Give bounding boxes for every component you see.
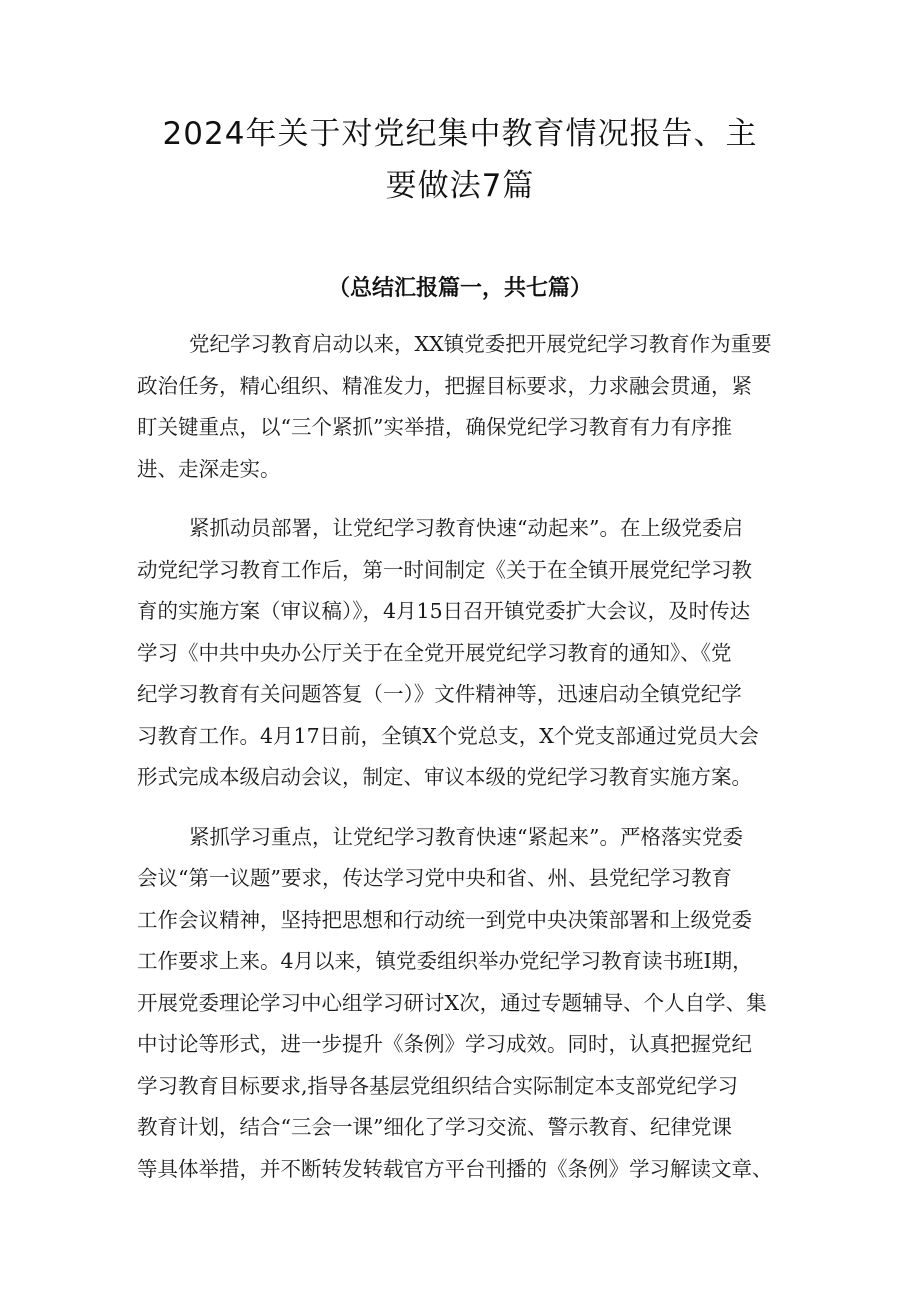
paragraph-line: 教育计划，结合“三会一课”细化了学习交流、警示教育、纪律党课 (137, 1115, 732, 1139)
paragraph-line: 进、走深走实。 (137, 456, 281, 481)
title-line-2: 要做法7篇 (385, 168, 535, 204)
paragraph-line: 纪学习教育有关问题答复（一）》文件精神等，迅速启动全镇党纪学 (137, 682, 742, 706)
paragraph-line: 形式完成本级启动会议，制定、审议本级的党纪学习教育实施方案。 (137, 765, 752, 789)
paragraph-line: 党纪学习教育启动以来，XX镇党委把开展党纪学习教育作为重要 (189, 332, 772, 356)
paragraph-line: 会议“第一议题”要求，传达学习党中央和省、州、县党纪学习教育 (137, 866, 732, 890)
document-title (140, 108, 780, 212)
paragraph-line: 学习《中共中央办公厅关于在全党开展党纪学习教育的通知》、《党 (137, 640, 732, 665)
paragraph-line: 政治任务，精心组织、精准发力，把握目标要求，力求融会贯通，紧 (137, 373, 752, 398)
title-line-1: 2024年关于对党纪集中教育情况报告、主 (162, 116, 758, 152)
paragraph-line: 盯关键重点，以“三个紧抓”实举措，确保党纪学习教育有力有序推 (137, 415, 732, 439)
paragraph-line: 工作要求上来。4月以来，镇党委组织举办党纪学习教育读书班I期， (137, 949, 753, 973)
paragraph-1 (137, 324, 792, 490)
paragraph-line: 开展党委理论学习中心组学习研讨X次，通过专题辅导、个人自学、集 (137, 990, 767, 1015)
paragraph-line: 等具体举措，并不断转发转载官方平台刊播的《条例》学习解读文章、 (137, 1156, 773, 1181)
paragraph-line: 动党纪学习教育工作后，第一时间制定《关于在全镇开展党纪学习教 (137, 557, 752, 582)
paragraph-3 (137, 817, 792, 1191)
paragraph-line: 工作会议精神，坚持把思想和行动统一到党中央决策部署和上级党委 (137, 907, 752, 932)
paragraph-line: 学习教育目标要求,指导各基层党组织结合实际制定本支部党纪学习 (137, 1073, 739, 1098)
paragraph-line: 中讨论等形式，进一步提升《条例》学习成效。同时，认真把握党纪 (137, 1032, 752, 1056)
document-body (137, 324, 792, 1208)
document-subtitle: （总结汇报篇一，共七篇） (327, 276, 592, 301)
paragraph-2 (137, 508, 792, 799)
paragraph-line: 育的实施方案（审议稿）》，4月15日召开镇党委扩大会议，及时传达 (137, 599, 751, 623)
paragraph-line: 紧抓学习重点，让党纪学习教育快速“紧起来”。严格落实党委 (189, 824, 743, 849)
paragraph-line: 习教育工作。4月17日前，全镇X个党总支，X个党支部通过党员大会 (137, 723, 759, 748)
paragraph-line: 紧抓动员部署，让党纪学习教育快速“动起来”。在上级党委启 (189, 516, 743, 540)
